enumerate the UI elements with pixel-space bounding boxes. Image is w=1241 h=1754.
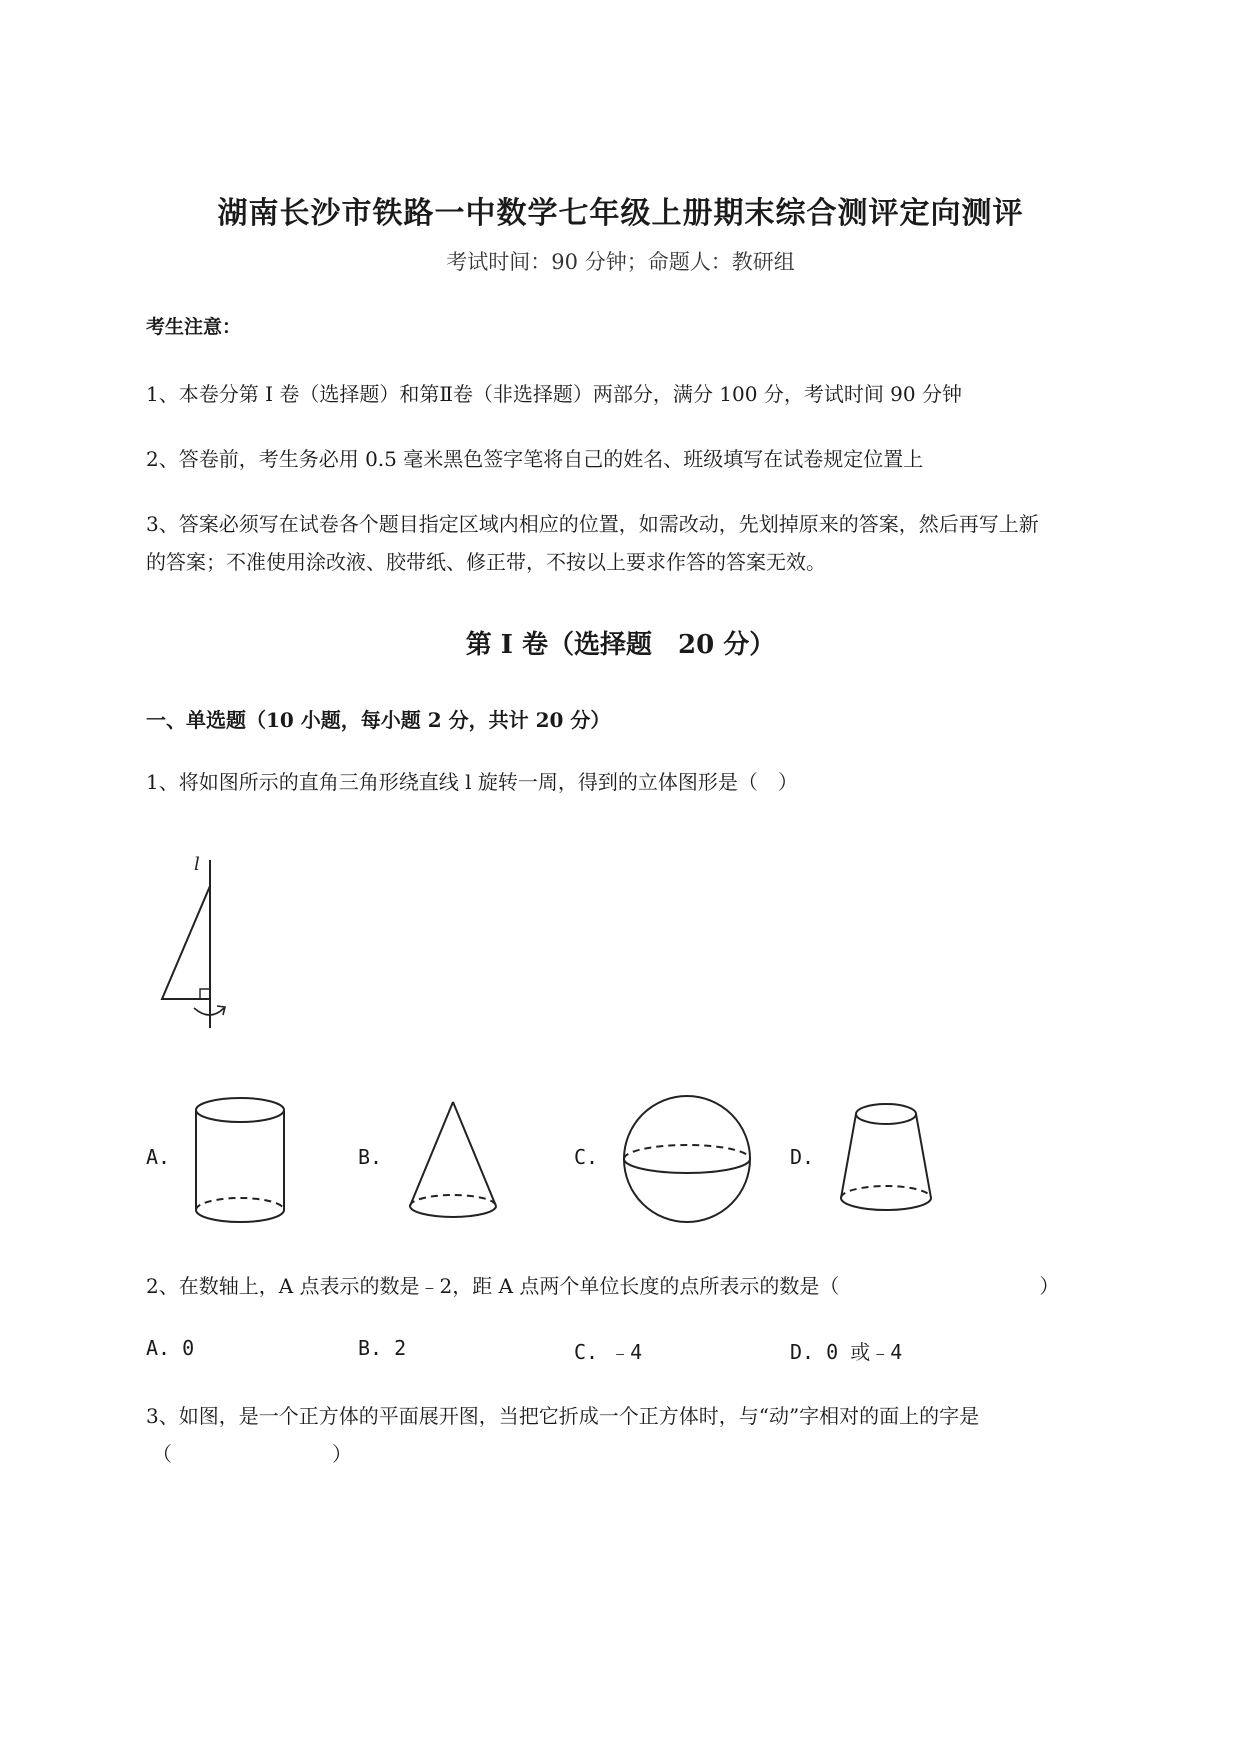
notice-item-2: 2、答卷前，考生务必用 0.5 毫米黑色签字笔将自己的姓名、班级填写在试卷规定位置上 bbox=[146, 447, 924, 471]
q1-option-b-label: B. bbox=[358, 1145, 383, 1169]
notice-item-3-cont: 的答案；不准使用涂改液、胶带纸、修正带，不按以上要求作答的答案无效。 bbox=[146, 550, 826, 574]
exam-info: 考试时间：90 分钟；命题人：教研组 bbox=[446, 250, 795, 274]
question-2-text: 2、在数轴上，A 点表示的数是﹣2，距 A 点两个单位长度的点所表示的数是（ ） bbox=[146, 1274, 1060, 1298]
sphere-icon bbox=[620, 1092, 754, 1226]
q1-option-d-label: D. bbox=[790, 1145, 815, 1169]
notice-item-1: 1、本卷分第 I 卷（选择题）和第Ⅱ卷（非选择题）两部分，满分 100 分，考试时间 90 分钟 bbox=[146, 382, 962, 406]
cylinder-icon bbox=[190, 1092, 290, 1230]
axis-label-l: l bbox=[194, 854, 200, 875]
notice-item-3: 3、答案必须写在试卷各个题目指定区域内相应的位置，如需改动，先划掉原来的答案，然后再写上新 bbox=[146, 512, 1039, 536]
question-3-answer-blank: （ ） bbox=[152, 1442, 352, 1466]
q1-option-c-label: C. bbox=[574, 1145, 599, 1169]
section-subtitle: 一、单选题（10 小题，每小题 2 分，共计 20 分） bbox=[146, 708, 611, 732]
question-1-text: 1、将如图所示的直角三角形绕直线 l 旋转一周，得到的立体图形是（ ） bbox=[146, 770, 798, 794]
q2-option-d: D. 0 或﹣4 bbox=[790, 1340, 903, 1364]
section-title: 第 I 卷（选择题 20 分） bbox=[465, 630, 776, 660]
question-3-text: 3、如图，是一个正方体的平面展开图，当把它折成一个正方体时，与“动”字相对的面上的字是 bbox=[146, 1404, 980, 1428]
q2-option-b: B. 2 bbox=[358, 1336, 407, 1360]
cone-icon bbox=[405, 1098, 501, 1226]
frustum-icon bbox=[836, 1100, 936, 1224]
q2-option-a: A. 0 bbox=[146, 1336, 195, 1360]
q2-option-c: C. ﹣4 bbox=[574, 1340, 643, 1364]
page-title: 湖南长沙市铁路一中数学七年级上册期末综合测评定向测评 bbox=[217, 196, 1024, 231]
notice-heading: 考生注意： bbox=[146, 316, 242, 338]
q1-triangle-figure bbox=[150, 850, 240, 1040]
q1-option-a-label: A. bbox=[146, 1145, 171, 1169]
